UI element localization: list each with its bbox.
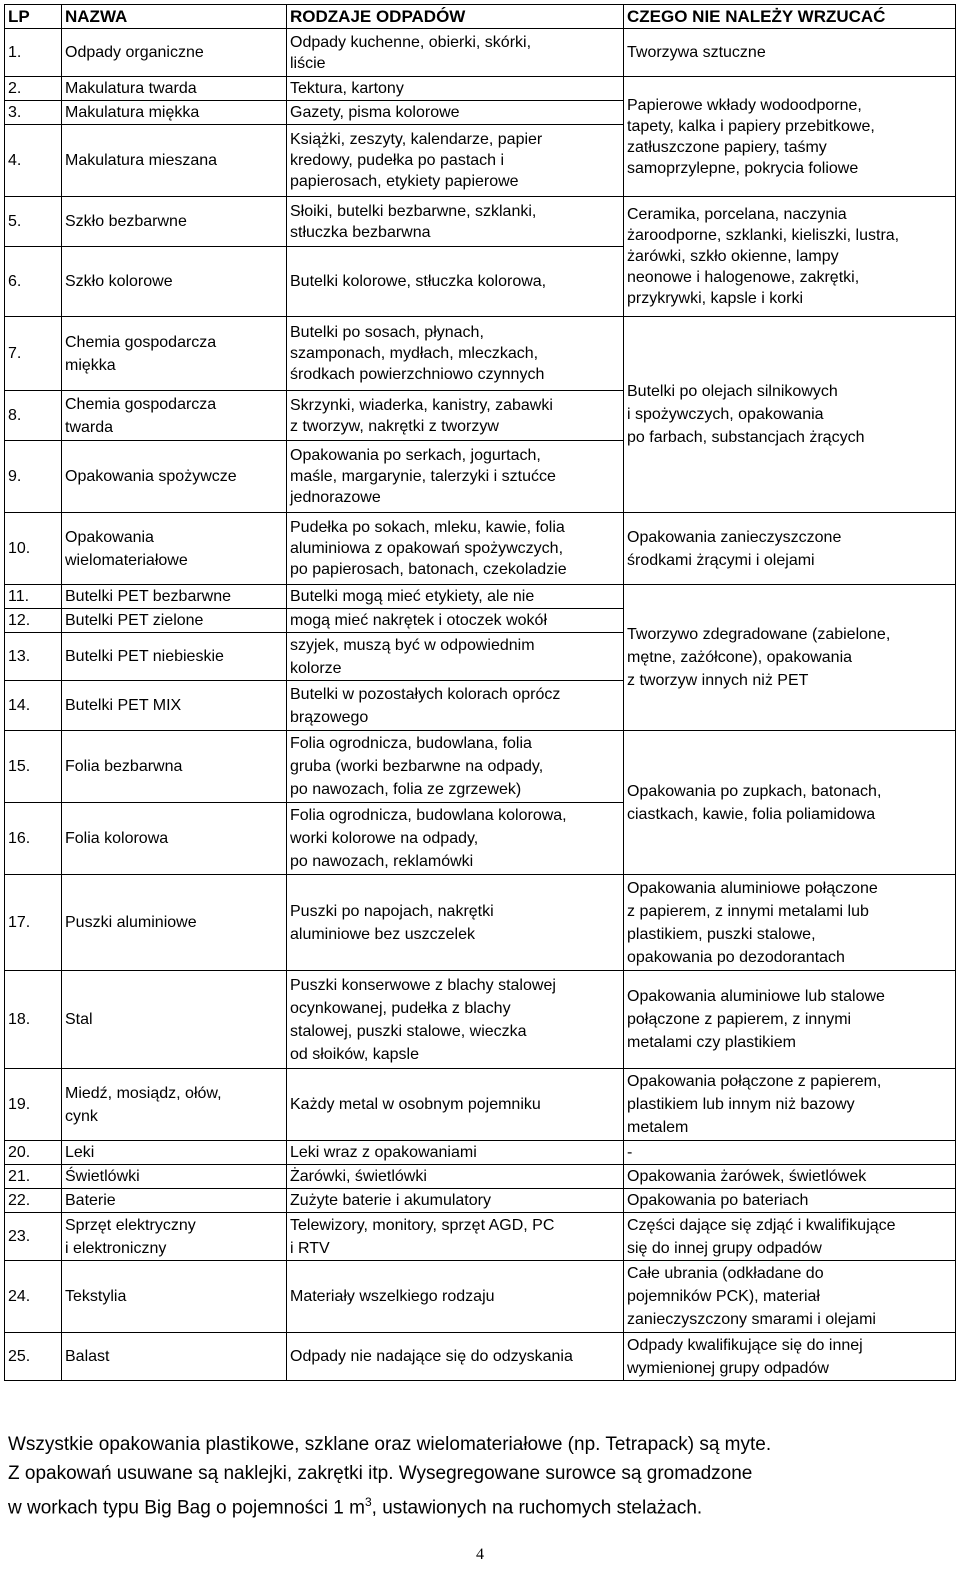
row-lp: 7. — [5, 317, 62, 391]
row-nazwa: Butelki PET niebieskie — [62, 633, 287, 681]
row-czego: Opakowania po bateriach — [624, 1189, 956, 1213]
row-rodzaje: Gazety, pisma kolorowe — [287, 101, 624, 125]
row-rodzaje: Butelki kolorowe, stłuczka kolorowa, — [287, 247, 624, 317]
row-nazwa: Opakowania spożywcze — [62, 441, 287, 513]
row-rodzaje: Puszki po napojach, nakrętki aluminiowe bez uszczelek — [287, 875, 624, 971]
row-nazwa: Butelki PET bezbarwne — [62, 585, 287, 609]
table-row — [5, 29, 956, 77]
row-nazwa: Makulatura miękka — [62, 101, 287, 125]
row-nazwa: Stal — [62, 971, 287, 1069]
row-czego: Tworzywo zdegradowane (zabielone, mętne, zażółcone), opakowania z tworzyw innych niż PET — [624, 585, 956, 731]
row-rodzaje: Butelki mogą mieć etykiety, ale nie — [287, 585, 624, 609]
row-lp: 15. — [5, 731, 62, 803]
row-rodzaje: Butelki po sosach, płynach, szamponach, mydłach, mleczkach, środkach powierzchniowo czynnych — [287, 317, 624, 391]
row-czego: Opakowania aluminiowe lub stalowe połączone z papierem, z innymi metalami czy plastikiem — [624, 971, 956, 1069]
row-rodzaje: Butelki w pozostałych kolorach oprócz brązowego — [287, 681, 624, 731]
table-row — [5, 585, 956, 609]
row-lp: 3. — [5, 101, 62, 125]
row-nazwa: Folia bezbarwna — [62, 731, 287, 803]
row-lp: 19. — [5, 1069, 62, 1141]
row-rodzaje: Telewizory, monitory, sprzęt AGD, PC i RTV — [287, 1213, 624, 1261]
row-nazwa: Butelki PET MIX — [62, 681, 287, 731]
table-row — [5, 731, 956, 803]
row-nazwa: Folia kolorowa — [62, 803, 287, 875]
row-rodzaje: Folia ogrodnicza, budowlana kolorowa, worki kolorowe na odpady, po nawozach, reklamówki — [287, 803, 624, 875]
row-lp: 18. — [5, 971, 62, 1069]
row-czego: Odpady kwalifikujące się do innej wymienionej grupy odpadów — [624, 1333, 956, 1381]
table-row — [5, 875, 956, 971]
table-row — [5, 1333, 956, 1381]
row-rodzaje: Słoiki, butelki bezbarwne, szklanki, stłuczka bezbarwna — [287, 197, 624, 247]
row-czego: Opakowania połączone z papierem, plastikiem lub innym niż bazowy metalem — [624, 1069, 956, 1141]
table-row — [5, 971, 956, 1069]
row-lp: 16. — [5, 803, 62, 875]
table-row — [5, 1141, 956, 1165]
row-czego: Papierowe wkłady wodoodporne, tapety, kalka i papiery przebitkowe, zatłuszczone papiery, taśmy samoprzylepne, pokrycia foliowe — [624, 77, 956, 197]
row-lp: 21. — [5, 1165, 62, 1189]
row-nazwa: Chemia gospodarcza miękka — [62, 317, 287, 391]
header-czego: CZEGO NIE NALEŻY WRZUCAĆ — [624, 5, 956, 29]
table-row — [5, 1261, 956, 1333]
row-nazwa: Leki — [62, 1141, 287, 1165]
row-rodzaje: Pudełka po sokach, mleku, kawie, folia aluminiowa z opakowań spożywczych, po papierosach, batonach, czekoladzie — [287, 513, 624, 585]
header-lp: LP — [5, 5, 62, 29]
header-rodzaje: RODZAJE ODPADÓW — [287, 5, 624, 29]
table-row — [5, 77, 956, 101]
footer-line-3 — [8, 1488, 951, 1522]
header-nazwa: NAZWA — [62, 5, 287, 29]
table-row — [5, 513, 956, 585]
page-number: 4 — [476, 1546, 484, 1563]
row-lp: 25. — [5, 1333, 62, 1381]
row-rodzaje: Żarówki, świetlówki — [287, 1165, 624, 1189]
table-row — [5, 1213, 956, 1261]
row-nazwa: Szkło kolorowe — [62, 247, 287, 317]
row-czego: Opakowania zanieczyszczone środkami żrącymi i olejami — [624, 513, 956, 585]
table-header-row — [5, 5, 956, 29]
row-nazwa: Tekstylia — [62, 1261, 287, 1333]
row-nazwa: Opakowania wielomateriałowe — [62, 513, 287, 585]
row-lp: 11. — [5, 585, 62, 609]
row-rodzaje: Każdy metal w osobnym pojemniku — [287, 1069, 624, 1141]
row-lp: 1. — [5, 29, 62, 77]
row-nazwa: Szkło bezbarwne — [62, 197, 287, 247]
row-rodzaje: Skrzynki, wiaderka, kanistry, zabawki z tworzyw, nakrętki z tworzyw — [287, 391, 624, 441]
row-rodzaje: Opakowania po serkach, jogurtach, maśle, margarynie, talerzyki i sztućce jednorazowe — [287, 441, 624, 513]
row-nazwa: Baterie — [62, 1189, 287, 1213]
row-czego: - — [624, 1141, 956, 1165]
row-nazwa: Miedź, mosiądz, ołów, cynk — [62, 1069, 287, 1141]
row-czego: Opakowania po zupkach, batonach, ciastkach, kawie, folia poliamidowa — [624, 731, 956, 875]
row-lp: 20. — [5, 1141, 62, 1165]
row-nazwa: Sprzęt elektryczny i elektroniczny — [62, 1213, 287, 1261]
row-lp: 6. — [5, 247, 62, 317]
row-lp: 9. — [5, 441, 62, 513]
table-row — [5, 1189, 956, 1213]
row-rodzaje: Folia ogrodnicza, budowlana, folia gruba (worki bezbarwne na odpady, po nawozach, folia ze zgrzewek) — [287, 731, 624, 803]
table-row — [5, 1069, 956, 1141]
row-lp: 5. — [5, 197, 62, 247]
row-lp: 10. — [5, 513, 62, 585]
row-nazwa: Odpady organiczne — [62, 29, 287, 77]
table-row — [5, 317, 956, 391]
footer-note — [8, 1430, 951, 1522]
row-nazwa: Świetlówki — [62, 1165, 287, 1189]
row-rodzaje: Leki wraz z opakowaniami — [287, 1141, 624, 1165]
row-rodzaje: mogą mieć nakrętek i otoczek wokół — [287, 609, 624, 633]
row-lp: 23. — [5, 1213, 62, 1261]
row-rodzaje: Odpady nie nadające się do odzyskania — [287, 1333, 624, 1381]
waste-segregation-table — [4, 4, 956, 1381]
row-nazwa: Chemia gospodarcza twarda — [62, 391, 287, 441]
row-rodzaje: Zużyte baterie i akumulatory — [287, 1189, 624, 1213]
table-row — [5, 197, 956, 247]
row-lp: 22. — [5, 1189, 62, 1213]
row-rodzaje: Odpady kuchenne, obierki, skórki, liście — [287, 29, 624, 77]
row-czego: Opakowania aluminiowe połączone z papierem, z innymi metalami lub plastikiem, puszki stalowe, opakowania po dezodorantach — [624, 875, 956, 971]
row-nazwa: Makulatura mieszana — [62, 125, 287, 197]
row-czego: Opakowania żarówek, świetlówek — [624, 1165, 956, 1189]
row-rodzaje: Materiały wszelkiego rodzaju — [287, 1261, 624, 1333]
row-czego: Butelki po olejach silnikowych i spożywczych, opakowania po farbach, substancjach żrących — [624, 317, 956, 513]
row-nazwa: Makulatura twarda — [62, 77, 287, 101]
row-lp: 17. — [5, 875, 62, 971]
footer-superscript: 3 — [364, 1495, 372, 1509]
row-nazwa: Balast — [62, 1333, 287, 1381]
waste-segregation-table-wrapper — [4, 4, 956, 1381]
footer-line-3-end: , ustawionych na ruchomych stelażach. — [371, 1497, 703, 1519]
footer-line-2: Z opakowań usuwane są naklejki, zakrętki itp. Wysegregowane surowce są gromadzone — [8, 1463, 753, 1484]
row-lp: 14. — [5, 681, 62, 731]
row-nazwa: Puszki aluminiowe — [62, 875, 287, 971]
row-czego: Całe ubrania (odkładane do pojemników PCK), materiał zanieczyszczony smarami i olejami — [624, 1261, 956, 1333]
row-lp: 2. — [5, 77, 62, 101]
row-rodzaje: szyjek, muszą być w odpowiednim kolorze — [287, 633, 624, 681]
footer-line-1: Wszystkie opakowania plastikowe, szklane oraz wielomateriałowe (np. Tetrapack) są myte. — [8, 1434, 772, 1455]
row-rodzaje: Puszki konserwowe z blachy stalowej ocynkowanej, pudełka z blachy stalowej, puszki stalowe, wieczka od słoików, kapsle — [287, 971, 624, 1069]
row-lp: 4. — [5, 125, 62, 197]
row-lp: 12. — [5, 609, 62, 633]
row-czego: Tworzywa sztuczne — [624, 29, 956, 77]
row-lp: 13. — [5, 633, 62, 681]
row-lp: 8. — [5, 391, 62, 441]
row-rodzaje: Tektura, kartony — [287, 77, 624, 101]
row-nazwa: Butelki PET zielone — [62, 609, 287, 633]
row-rodzaje: Książki, zeszyty, kalendarze, papier kredowy, pudełka po pastach i papierosach, etykiety papierowe — [287, 125, 624, 197]
row-czego: Ceramika, porcelana, naczynia żaroodporne, szklanki, kieliszki, lustra, żarówki, szkło okienne, lampy neonowe i halogenowe, zakrętki, przykrywki, kapsle i korki — [624, 197, 956, 317]
footer-line-3-text: w workach typu Big Bag o pojemności 1 m — [8, 1497, 365, 1519]
row-lp: 24. — [5, 1261, 62, 1333]
table-row — [5, 1165, 956, 1189]
row-czego: Części dające się zdjąć i kwalifikujące się do innej grupy odpadów — [624, 1213, 956, 1261]
